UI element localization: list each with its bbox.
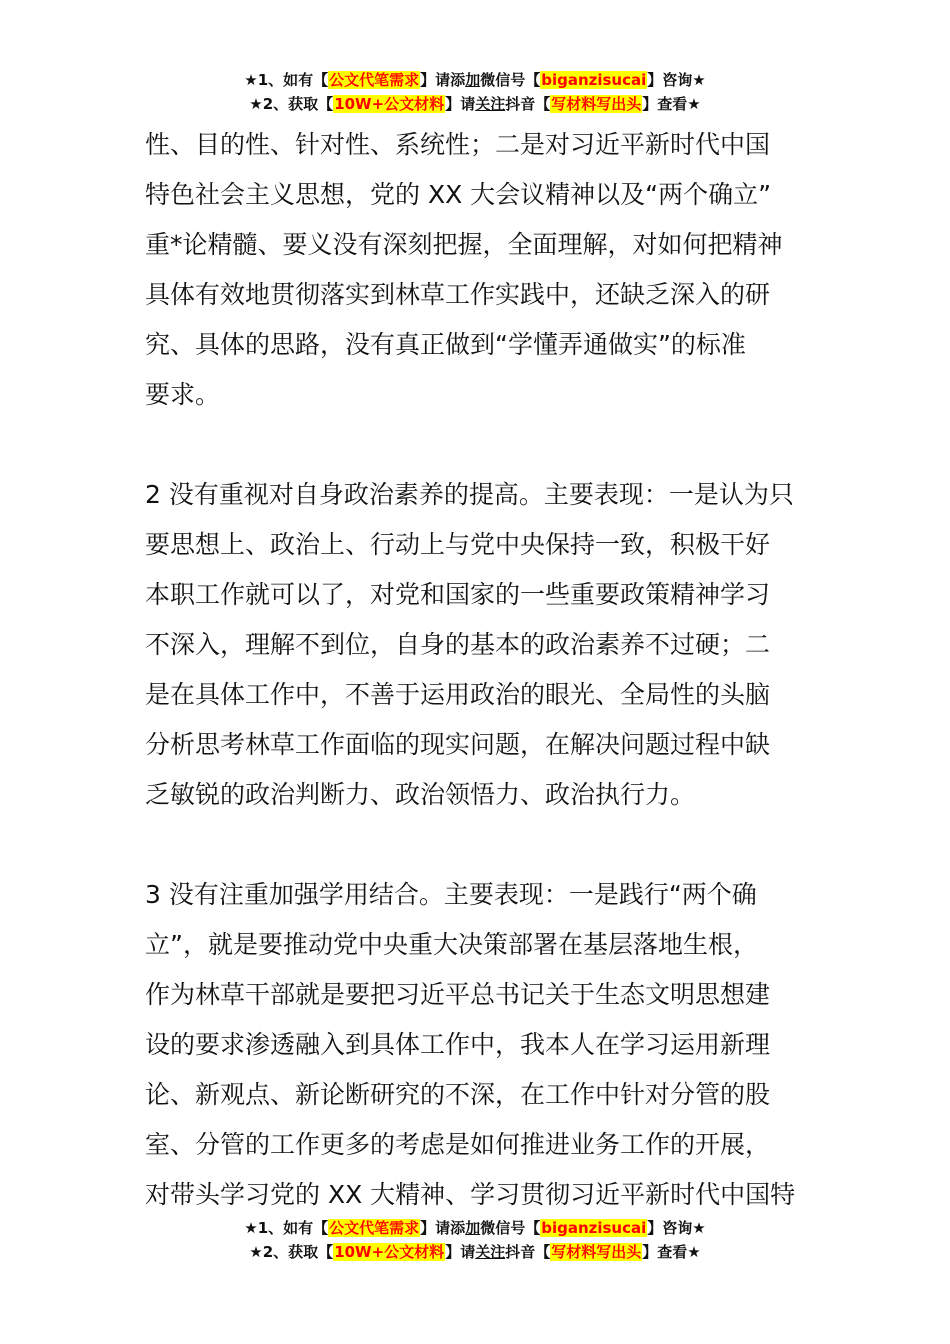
highlight-douyin: 写材料写出头 [551, 1243, 642, 1261]
banner-text: 】请添 [420, 1219, 466, 1237]
body-line: 2 没有重视对自身政治素养的提高。主要表现：一是认为只 [145, 480, 794, 509]
highlight-douyin: 写材料写出头 [551, 95, 642, 113]
body-line: 要思想上、政治上、行动上与党中央保持一致，积极干好 [145, 530, 771, 559]
body-line: 室、分管的工作更多的考虑是如何推进业务工作的开展， [145, 1130, 771, 1159]
banner-text: ★1、如有【 [244, 1219, 329, 1237]
body-line: 具体有效地贯彻落实到林草工作实践中，还缺乏深入的研 [145, 280, 771, 309]
banner-text: 微信号【 [480, 71, 541, 89]
paragraph-gap [145, 420, 810, 470]
banner-text: ★2、获取【 [249, 95, 334, 113]
banner-line-1 [0, 68, 950, 92]
document-body [145, 120, 810, 1220]
banner-text: 】请 [445, 1243, 476, 1261]
banner-text-underlined: 关注 [475, 1243, 506, 1261]
banner-line-1 [0, 1216, 950, 1240]
banner-text: 】查看★ [642, 95, 701, 113]
body-line: 对带头学习党的 XX 大精神、学习贯彻习近平新时代中国特 [145, 1180, 796, 1209]
paragraph-gap [145, 820, 810, 870]
banner-text: 】请添 [420, 71, 466, 89]
body-line: 论、新观点、新论断研究的不深，在工作中针对分管的股 [145, 1080, 771, 1109]
body-line: 性、目的性、针对性、系统性；二是对习近平新时代中国 [145, 130, 771, 159]
banner-text-underlined: 加 [465, 1219, 481, 1237]
body-line: 不深入，理解不到位，自身的基本的政治素养不过硬；二 [145, 630, 771, 659]
body-line: 分析思考林草工作面临的现实问题，在解决问题过程中缺 [145, 730, 771, 759]
highlight-wechat-id: biganzisucai [541, 71, 647, 89]
banner-text-underlined: 关注 [475, 95, 506, 113]
highlight-service: 公文代笔需求 [329, 71, 420, 89]
banner-text: 】咨询★ [647, 71, 706, 89]
body-line: 设的要求渗透融入到具体工作中，我本人在学习运用新理 [145, 1030, 771, 1059]
highlight-materials: 10W+公文材料 [334, 95, 445, 113]
header-banner [0, 68, 950, 116]
body-line: 作为林草干部就是要把习近平总书记关于生态文明思想建 [145, 980, 771, 1009]
banner-line-2 [0, 1240, 950, 1264]
body-line: 是在具体工作中，不善于运用政治的眼光、全局性的头脑 [145, 680, 771, 709]
body-line: 要求。 [145, 380, 221, 409]
banner-text: ★1、如有【 [244, 71, 329, 89]
banner-text: 】查看★ [642, 1243, 701, 1261]
body-line: 3 没有注重加强学用结合。主要表现：一是践行“两个确 [145, 880, 757, 909]
banner-text: 抖音【 [505, 1243, 551, 1261]
banner-line-2 [0, 92, 950, 116]
banner-text: 抖音【 [505, 95, 551, 113]
highlight-wechat-id: biganzisucai [541, 1219, 647, 1237]
banner-text-underlined: 加 [465, 71, 481, 89]
banner-text: ★2、获取【 [249, 1243, 334, 1261]
highlight-service: 公文代笔需求 [329, 1219, 420, 1237]
body-line: 立”，就是要推动党中央重大决策部署在基层落地生根， [145, 930, 758, 959]
footer-banner [0, 1216, 950, 1264]
body-line: 究、具体的思路，没有真正做到“学懂弄通做实”的标准 [145, 330, 746, 359]
highlight-materials: 10W+公文材料 [334, 1243, 445, 1261]
banner-text: 】请 [445, 95, 476, 113]
body-line: 本职工作就可以了，对党和国家的一些重要政策精神学习 [145, 580, 771, 609]
body-line: 重*论精髓、要义没有深刻把握，全面理解，对如何把精神 [145, 230, 783, 259]
body-line: 乏敏锐的政治判断力、政治领悟力、政治执行力。 [145, 780, 696, 809]
banner-text: 微信号【 [480, 1219, 541, 1237]
body-line: 特色社会主义思想，党的 XX 大会议精神以及“两个确立” [145, 180, 772, 209]
banner-text: 】咨询★ [647, 1219, 706, 1237]
